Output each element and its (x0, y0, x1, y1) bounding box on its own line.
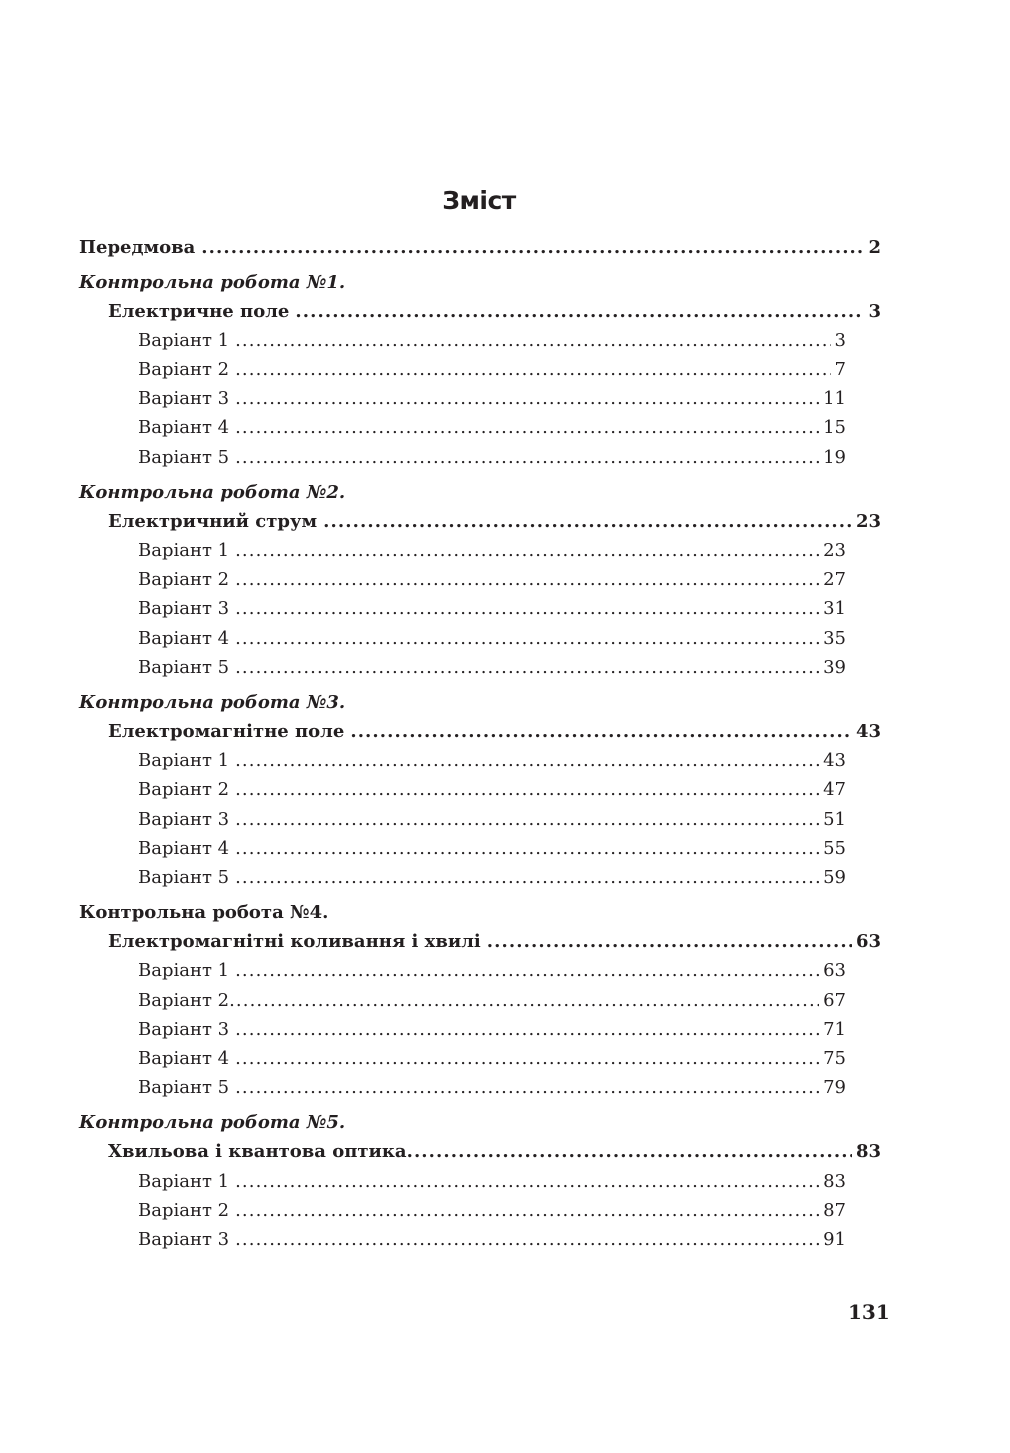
toc-entry-variant[interactable]: Варіант 2 ..... 47 (138, 778, 846, 802)
toc-entry-topic[interactable]: Хвильова і квантова оптика ..... 83 (108, 1140, 881, 1164)
section-heading: Контрольна робота №5. (79, 1112, 346, 1133)
toc-entry-topic[interactable]: Електричне поле ..... 3 (108, 300, 881, 324)
toc-entry-variant[interactable]: Варіант 2 ..... 7 (138, 358, 846, 382)
toc-entry-variant[interactable]: Варіант 3 ..... 91 (138, 1228, 846, 1252)
toc-entry-variant[interactable]: Варіант 1 ..... 83 (138, 1170, 846, 1194)
toc-entry-variant[interactable]: Варіант 5 ..... 19 (138, 446, 846, 470)
toc-entry-variant[interactable]: Варіант 4 ..... 35 (138, 627, 846, 651)
toc-entry-variant[interactable]: Варіант 4 ..... 15 (138, 416, 846, 440)
section-heading: Контрольна робота №3. (79, 692, 346, 713)
toc-entry-variant[interactable]: Варіант 3 ..... 71 (138, 1018, 846, 1042)
toc-entry-topic[interactable]: Електричний струм ..... 23 (108, 510, 881, 534)
page-title: Зміст (442, 186, 516, 215)
toc-entry-variant[interactable]: Варіант 2 ..... 67 (138, 989, 846, 1013)
dot-leader (201, 236, 864, 260)
toc-entry-variant[interactable]: Варіант 5 ..... 59 (138, 866, 846, 890)
toc-entry-variant[interactable]: Варіант 3 ..... 11 (138, 387, 846, 411)
toc-entry-variant[interactable]: Варіант 4 ..... 75 (138, 1047, 846, 1071)
toc-entry-variant[interactable]: Варіант 5 ..... 39 (138, 656, 846, 680)
toc-entry-variant[interactable]: Варіант 5 ..... 79 (138, 1076, 846, 1100)
section-heading: Контрольна робота №4. (79, 902, 329, 923)
toc-entry-variant[interactable]: Варіант 2 ..... 87 (138, 1199, 846, 1223)
toc-entry-variant[interactable]: Варіант 1 ..... 3 (138, 329, 846, 353)
toc-entry-label: Передмова (79, 237, 196, 258)
toc-entry-topic[interactable]: Електромагнітні коливання і хвилі ..... 63 (108, 930, 881, 954)
toc-entry-variant[interactable]: Варіант 1 ..... 63 (138, 959, 846, 983)
toc-entry-variant[interactable]: Варіант 1 ..... 23 (138, 539, 846, 563)
toc-entry-variant[interactable]: Варіант 3 ..... 51 (138, 808, 846, 832)
toc-entry-variant[interactable]: Варіант 2 ..... 27 (138, 568, 846, 592)
section-heading: Контрольна робота №1. (79, 272, 346, 293)
toc-entry-page: 2 (868, 237, 881, 258)
page-number: 131 (848, 1300, 890, 1324)
toc-entry-variant[interactable]: Варіант 1 ..... 43 (138, 749, 846, 773)
toc-entry-preface[interactable] (79, 236, 881, 260)
section-heading: Контрольна робота №2. (79, 482, 346, 503)
toc-entry-topic[interactable]: Електромагнітне поле ..... 43 (108, 720, 881, 744)
toc-entry-variant[interactable]: Варіант 3 ..... 31 (138, 597, 846, 621)
toc-entry-variant[interactable]: Варіант 4 ..... 55 (138, 837, 846, 861)
